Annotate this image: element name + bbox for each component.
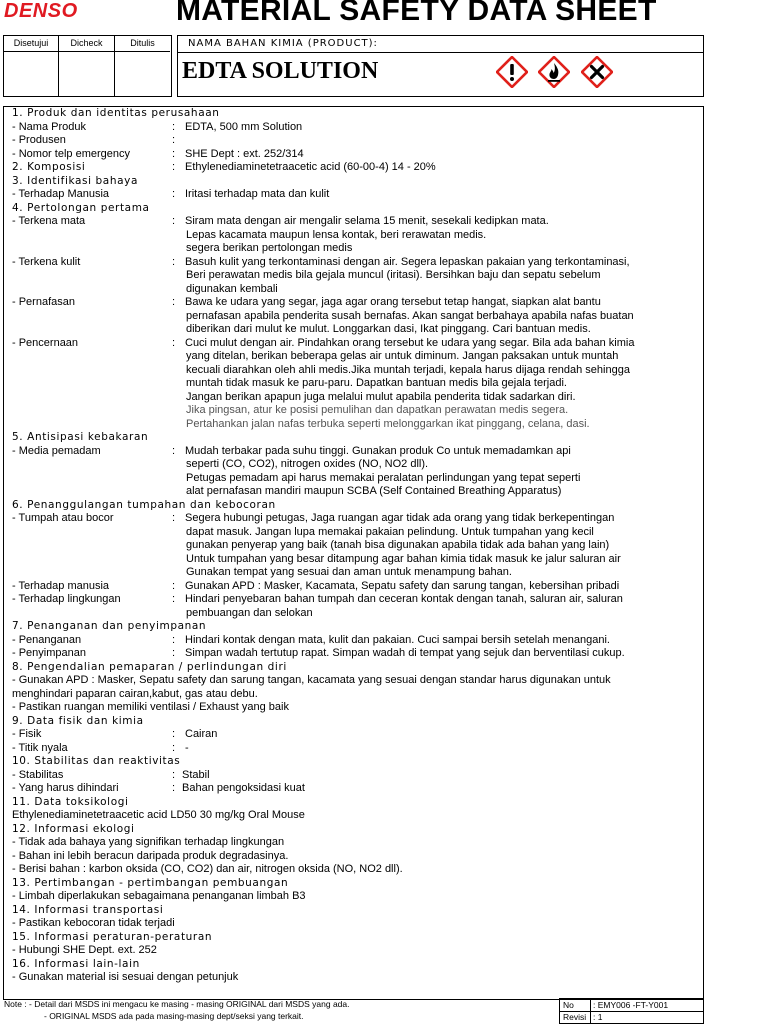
exclamation-mark-pictogram-icon bbox=[496, 56, 528, 88]
product-label: NAMA BAHAN KIMIA (PRODUCT): bbox=[188, 38, 378, 49]
colon-separator: : bbox=[172, 255, 176, 268]
field-value-continued: digunakan kembali bbox=[186, 282, 278, 295]
colon-separator: : bbox=[172, 161, 176, 173]
section-heading: 9. Data fisik dan kimia bbox=[12, 714, 144, 727]
field-label: - Penyimpanan bbox=[12, 647, 86, 659]
field-label: - Bahan ini lebih beracun daripada produk degradasinya. bbox=[12, 849, 289, 862]
footer-note-1: Note : - Detail dari MSDS ini mengacu ke masing - masing ORIGINAL dari MSDS yang ada. bbox=[4, 999, 350, 1009]
field-value: Basuh kulit yang terkontaminasi dengan air. Segera lepaskan pakaian yang terkontaminasi, bbox=[185, 255, 630, 268]
section-heading: 13. Pertimbangan - pertimbangan pembuangan bbox=[12, 876, 289, 889]
field-label: - Pastikan kebocoran tidak terjadi bbox=[12, 917, 175, 929]
colon-separator: : bbox=[172, 296, 176, 308]
denso-logo: DENSO bbox=[4, 0, 78, 22]
field-label: menghindari paparan cairan,kabut, gas atau debu. bbox=[12, 687, 258, 700]
doc-no-label: No bbox=[563, 1000, 574, 1010]
colon-separator: : bbox=[172, 633, 176, 646]
field-value: Ethylenediaminetetraacetic acid (60-00-4) 14 - 20% bbox=[185, 161, 436, 173]
colon-separator: : bbox=[172, 512, 176, 524]
field-value: Mudah terbakar pada suhu tinggi. Gunakan produk Co untuk memadamkan api bbox=[185, 444, 571, 457]
field-label: - Stabilitas bbox=[12, 768, 64, 781]
field-label: - Pencernaan bbox=[12, 336, 79, 349]
field-value: Bawa ke udara yang segar, jaga agar orang tersebut tetap hangat, siapkan alat bantu bbox=[185, 296, 601, 308]
field-value-continued: Pertahankan jalan nafas terbuka seperti melonggarkan ikat pinggang, celana, dasi. bbox=[186, 417, 590, 430]
section-heading: 8. Pengendalian pemaparan / perlindungan diri bbox=[12, 660, 287, 673]
section-heading: 16. Informasi lain-lain bbox=[12, 957, 140, 970]
field-label: - Terhadap Manusia bbox=[12, 188, 110, 200]
colon-separator: : bbox=[172, 579, 176, 592]
field-label: - Berisi bahan : karbon oksida (CO, CO2) dan air, nitrogen oksida (NO, NO2 dll). bbox=[12, 863, 403, 875]
field-value: Gunakan APD : Masker, Kacamata, Sepatu safety dan sarung tangan, kebersihan pribadi bbox=[185, 579, 620, 592]
field-value: Iritasi terhadap mata dan kulit bbox=[185, 188, 330, 200]
revision-label: Revisi bbox=[563, 1012, 587, 1022]
colon-separator: : bbox=[172, 768, 176, 781]
colon-separator: : bbox=[172, 728, 176, 740]
section-heading: 14. Informasi transportasi bbox=[12, 903, 164, 916]
colon-separator: : bbox=[172, 188, 176, 200]
colon-separator: : bbox=[172, 782, 176, 794]
field-value-continued: Petugas pemadam api harus memakai peralatan perlindungan yang tepat seperti bbox=[186, 471, 581, 484]
field-label: - Nomor telp emergency bbox=[12, 147, 130, 160]
document-number-box bbox=[559, 998, 704, 1024]
field-value: Siram mata dengan air mengalir selama 15 menit, sesekali kedipkan mata. bbox=[185, 215, 549, 227]
section-heading: 2. Komposisi bbox=[12, 161, 86, 173]
section-heading: 6. Penanggulangan tumpahan dan kebocoran bbox=[12, 498, 276, 511]
colon-separator: : bbox=[172, 134, 176, 146]
field-value-continued: Untuk tumpahan yang besar ditampung agar bahan kimia tidak masuk ke jalur saluran air bbox=[186, 552, 621, 565]
flame-pictogram-icon bbox=[538, 56, 570, 88]
field-label: - Produsen bbox=[12, 134, 66, 146]
colon-separator: : bbox=[172, 336, 176, 349]
field-label: - Media pemadam bbox=[12, 444, 101, 457]
field-value: Hindari penyebaran bahan tumpah dan ceceran kontak dengan tanah, saluran air, saluran bbox=[185, 593, 623, 605]
field-value-continued: Beri perawatan medis bila gejala muncul (iritasi). Bersihkan baju dan sepatu sebelum bbox=[186, 269, 601, 281]
field-label: - Fisik bbox=[12, 728, 42, 740]
field-value-continued: segera berikan pertolongan medis bbox=[186, 242, 353, 254]
field-value: Simpan wadah tertutup rapat. Simpan wadah di tempat yang sejuk dan berventilasi cukup. bbox=[185, 647, 625, 659]
field-label: - Terkena kulit bbox=[12, 255, 81, 268]
document-title: MATERIAL SAFETY DATA SHEET bbox=[176, 0, 657, 27]
field-label: - Yang harus dihindari bbox=[12, 782, 119, 794]
colon-separator: : bbox=[172, 444, 176, 457]
field-label: - Penanganan bbox=[12, 633, 82, 646]
field-value: Stabil bbox=[182, 768, 210, 781]
colon-separator: : bbox=[172, 120, 176, 133]
approval-header: Ditulis bbox=[115, 36, 170, 52]
section-heading: 12. Informasi ekologi bbox=[12, 822, 135, 835]
product-box bbox=[177, 35, 704, 97]
section-heading: 3. Identifikasi bahaya bbox=[12, 174, 138, 187]
field-value-continued: kecuali diarahkan oleh ahli medis.Jika muntah terjadi, kepala harus dijaga rendah sehingga bbox=[186, 363, 630, 376]
cross-harmful-pictogram-icon bbox=[581, 56, 613, 88]
section-heading: 10. Stabilitas dan reaktivitas bbox=[12, 755, 181, 767]
field-value: Segera hubungi petugas, Jaga ruangan agar tidak ada orang yang tidak berkepentingan bbox=[185, 512, 615, 524]
field-label: Ethylenediaminetetraacetic acid LD50 30 mg/kg Oral Mouse bbox=[12, 809, 305, 821]
field-value-continued: gunakan penyerap yang baik (tanah bisa digunakan apabila tidak ada bahan yang lain) bbox=[186, 539, 610, 551]
field-value-continued: yang ditelan, berikan beberapa gelas air untuk diminum. Jangan paksakan untuk muntah bbox=[186, 350, 619, 362]
field-value-continued: Jika pingsan, atur ke posisi pemulihan dan dapatkan perawatan medis segera. bbox=[186, 404, 569, 416]
approval-table bbox=[3, 35, 172, 97]
field-label: - Gunakan material isi sesuai dengan petunjuk bbox=[12, 971, 239, 983]
colon-separator: : bbox=[172, 647, 176, 659]
field-value-continued: muntah tidak masuk ke paru-paru. Dapatkan bantuan medis bila gejala terjadi. bbox=[186, 377, 567, 389]
field-label: - Tumpah atau bocor bbox=[12, 512, 114, 524]
field-label: - Gunakan APD : Masker, Sepatu safety dan sarung tangan, kacamata yang sesuai dengan standar harus digunakan untuk bbox=[12, 674, 611, 686]
section-heading: 4. Pertolongan pertama bbox=[12, 201, 150, 214]
field-label: - Pernafasan bbox=[12, 296, 75, 308]
field-label: - Titik nyala bbox=[12, 741, 68, 754]
field-value: SHE Dept : ext. 252/314 bbox=[185, 147, 304, 160]
field-value-continued: Jangan berikan apapun juga melalui mulut apabila penderita tidak sadarkan diri. bbox=[186, 390, 576, 403]
field-value-continued: dapat masuk. Jangan lupa memakai pakaian pelindung. Untuk tumpahan yang kecil bbox=[186, 525, 594, 538]
colon-separator: : bbox=[172, 147, 176, 160]
section-heading: 15. Informasi peraturan-peraturan bbox=[12, 930, 213, 943]
field-value: EDTA, 500 mm Solution bbox=[185, 120, 303, 133]
field-value: - bbox=[185, 741, 189, 754]
field-value-continued: pembuangan dan selokan bbox=[186, 606, 313, 619]
field-label: - Terkena mata bbox=[12, 215, 86, 227]
colon-separator: : bbox=[172, 593, 176, 605]
colon-separator: : bbox=[172, 215, 176, 227]
approval-header: Dicheck bbox=[59, 36, 114, 52]
product-name: EDTA SOLUTION bbox=[182, 58, 379, 84]
doc-no-value: : EMY006 -FT-Y001 bbox=[593, 1000, 669, 1010]
field-value: Cairan bbox=[185, 728, 218, 740]
approval-col-ditulis bbox=[115, 36, 170, 96]
approval-col-dicheck bbox=[59, 36, 115, 96]
field-label: - Hubungi SHE Dept. ext. 252 bbox=[12, 944, 157, 956]
field-value-continued: seperti (CO, CO2), nitrogen oxides (NO, NO2 dll). bbox=[186, 458, 429, 470]
field-value-continued: alat pernafasan mandiri maupun SCBA (Self Contained Breathing Apparatus) bbox=[186, 485, 562, 497]
field-label: - Terhadap lingkungan bbox=[12, 593, 121, 605]
revision-value: : 1 bbox=[593, 1012, 603, 1022]
approval-header: Disetujui bbox=[4, 36, 58, 52]
section-heading: 11. Data toksikologi bbox=[12, 795, 129, 808]
approval-col-disetujui bbox=[4, 36, 59, 96]
field-value-continued: pernafasan apabila penderita susah bernafas. Akan sangat berbahaya apabila nafas buatan bbox=[186, 309, 634, 322]
colon-separator: : bbox=[172, 741, 176, 754]
field-label: - Terhadap manusia bbox=[12, 579, 110, 592]
field-value-continued: Lepas kacamata maupun lensa kontak, beri rerawatan medis. bbox=[186, 228, 487, 241]
field-value: Cuci mulut dengan air. Pindahkan orang tersebut ke udara yang segar. Bila ada bahan kimia bbox=[185, 336, 635, 349]
field-label: - Tidak ada bahaya yang signifikan terhadap lingkungan bbox=[12, 836, 285, 848]
field-value-continued: Gunakan tempat yang sesuai dan aman untuk menampung bahan. bbox=[186, 566, 512, 578]
field-label: - Nama Produk bbox=[12, 120, 86, 133]
field-value: Hindari kontak dengan mata, kulit dan pakaian. Cuci sampai bersih setelah menangani. bbox=[185, 633, 610, 646]
field-value: Bahan pengoksidasi kuat bbox=[182, 782, 305, 794]
section-heading: 1. Produk dan identitas perusahaan bbox=[12, 107, 220, 119]
field-label: - Limbah diperlakukan sebagaimana penanganan limbah B3 bbox=[12, 890, 306, 902]
footer-note-2: - ORIGINAL MSDS ada pada masing-masing dept/seksi yang terkait. bbox=[44, 1011, 304, 1021]
section-heading: 5. Antisipasi kebakaran bbox=[12, 431, 149, 443]
field-value-continued: diberikan dari mulut ke mulut. Longgarkan dasi, Ikat pinggang. Cari bantuan medis. bbox=[186, 323, 591, 335]
field-label: - Pastikan ruangan memiliki ventilasi / Exhaust yang baik bbox=[12, 701, 289, 713]
section-heading: 7. Penanganan dan penyimpanan bbox=[12, 620, 207, 632]
